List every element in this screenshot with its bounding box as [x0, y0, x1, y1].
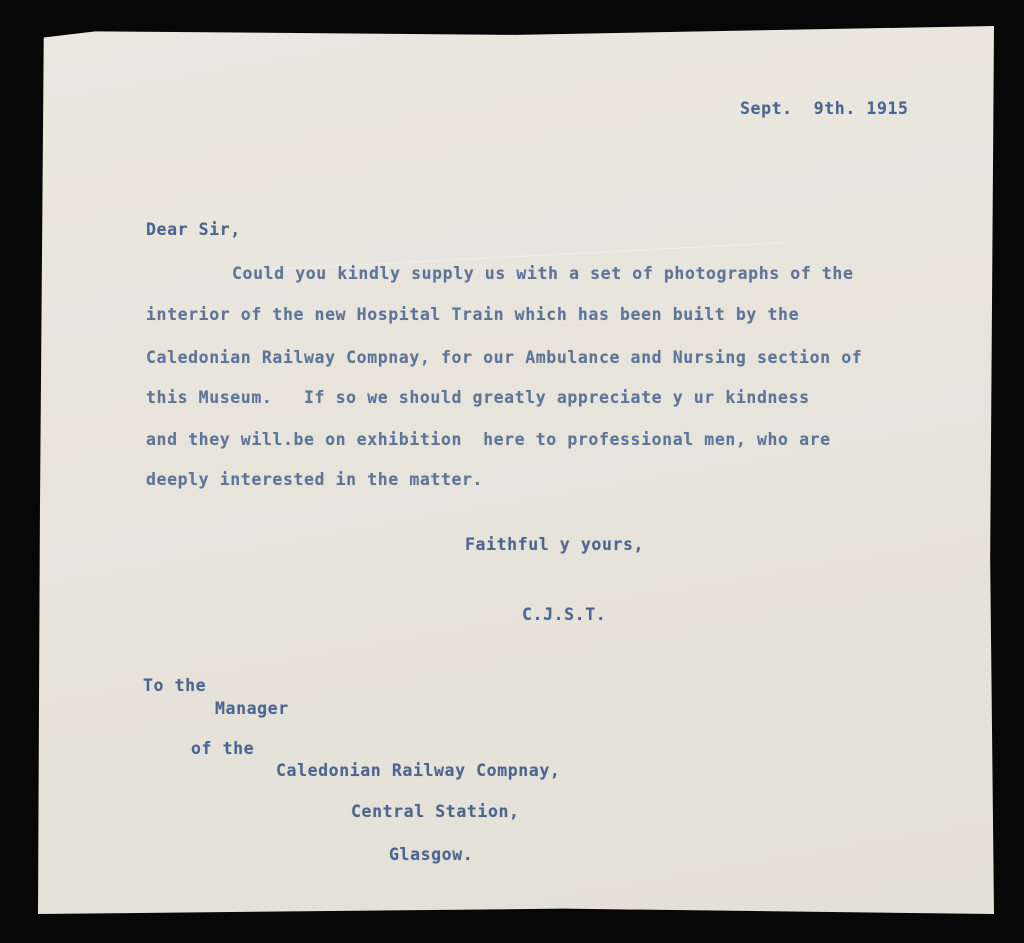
- body-line: Could you kindly supply us with a set of photographs of the: [232, 264, 854, 283]
- body-line: interior of the new Hospital Train which has been built by the: [146, 305, 800, 324]
- letter-date: Sept. 9th. 1915: [740, 99, 909, 118]
- body-line: deeply interested in the matter.: [146, 470, 484, 489]
- address-line: Manager: [215, 699, 289, 718]
- address-line: Caledonian Railway Compnay,: [276, 761, 561, 780]
- address-line: Central Station,: [351, 802, 520, 821]
- salutation: Dear Sir,: [146, 220, 241, 239]
- body-line: Caledonian Railway Compnay, for our Ambulance and Nursing section of: [146, 348, 863, 367]
- closing: Faithful y yours,: [465, 535, 645, 554]
- address-line: To the: [143, 676, 207, 695]
- body-line: and they will.be on exhibition here to professional men, who are: [146, 430, 831, 449]
- body-line: this Museum. If so we should greatly appreciate y ur kindness: [146, 388, 810, 407]
- address-line: of the: [191, 739, 255, 758]
- signature-initials: C.J.S.T.: [522, 605, 607, 624]
- address-line: Glasgow.: [389, 845, 474, 864]
